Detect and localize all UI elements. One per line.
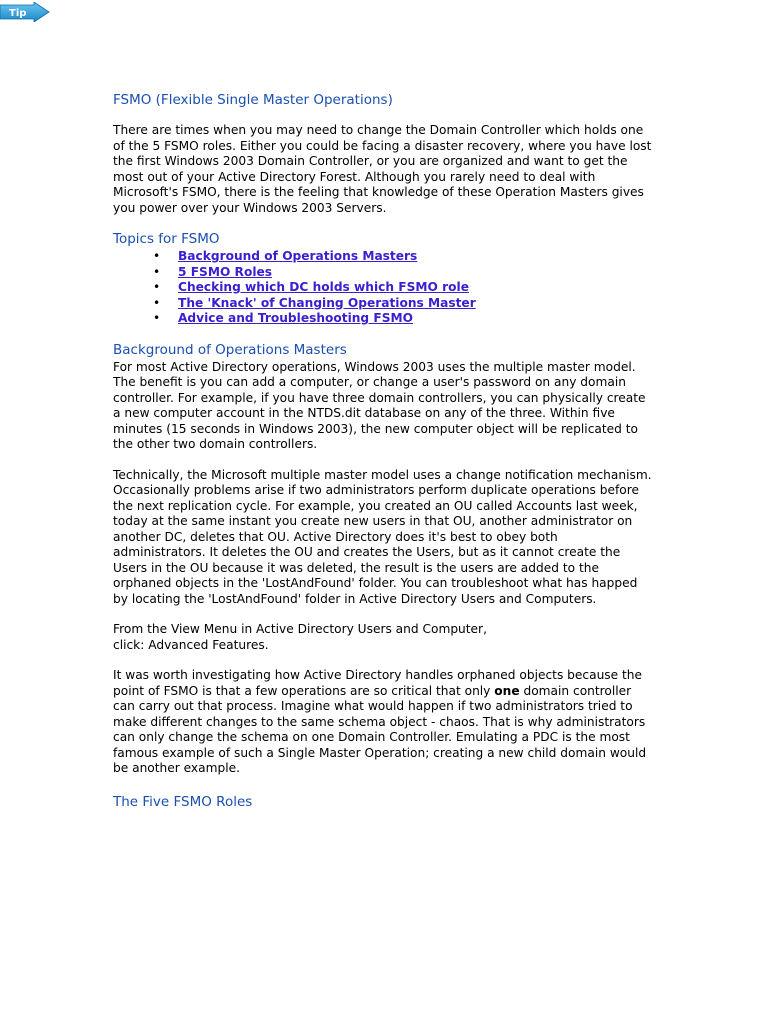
article-content bbox=[113, 90, 653, 812]
list-item bbox=[153, 311, 653, 327]
five-roles-heading: The Five FSMO Roles bbox=[113, 793, 253, 810]
topics-heading: Topics for FSMO bbox=[113, 231, 220, 247]
para4-text-after: domain controller can carry out that process. Imagine what would happen if two administrators tried to make different changes to the same schema object - chaos. That is why administrators can only change the schema on one Domain Controller. Emulating a PDC is the most famous example of such a Single Master Operation; creating a new child domain would be another example. bbox=[113, 683, 647, 775]
topic-link-fsmo-roles[interactable]: 5 FSMO Roles bbox=[178, 264, 273, 279]
list-item bbox=[153, 249, 653, 265]
bullet-icon: • bbox=[153, 295, 161, 310]
topic-link-knack[interactable]: The 'Knack' of Changing Operations Master bbox=[178, 295, 476, 310]
background-paragraph-4 bbox=[113, 668, 653, 777]
topic-link-background[interactable]: Background of Operations Masters bbox=[178, 249, 418, 263]
list-item bbox=[153, 264, 653, 281]
bullet-icon: • bbox=[153, 280, 161, 294]
view-menu-line: From the View Menu in Active Directory Users and Computer, bbox=[113, 622, 487, 636]
background-paragraph-1: For most Active Directory operations, Windows 2003 uses the multiple master model. The benefit is you can add a computer, or change a user's password on any domain controller. For example, if you have three domain controllers, you can physically create a new computer account in the NTDS.dit database on any of the three. Within five minutes (15 seconds in Windows 2003), the new computer object will be replicated to the other two domain controllers. bbox=[113, 359, 646, 451]
background-heading: Background of Operations Masters bbox=[113, 341, 347, 358]
background-paragraph-2: Technically, the Microsoft multiple master model uses a change notification mechanism. Occasionally problems arise if two administrators perform duplicate operations before the next replication cycle. For example, you created an OU called Accounts last week, today at the same instant you create new users in that OU, another administrator on another DC, deletes that OU. Active Directory does it's best to obey both administrators. It deletes the OU and creates the Users, but as it cannot create the Users in the OU because it was deleted, the result is the users are added to the orphaned objects in the 'LostAndFound' folder. You can troubleshoot what has happed by locating the 'LostAndFound' folder in Active Directory Users and Computers. bbox=[113, 467, 652, 606]
advanced-features-line: click: Advanced Features. bbox=[113, 637, 269, 652]
list-item bbox=[153, 280, 653, 296]
bullet-icon: • bbox=[153, 311, 161, 325]
para4-text-before: It was worth investigating how Active Directory handles orphaned objects because the point of FSMO is that a few operations are so critical that only bbox=[113, 668, 643, 698]
intro-paragraph: There are times when you may need to change the Domain Controller which holds one of the 5 FSMO roles. Either you could be facing a disaster recovery, where you have lost the first Windows 2003 Domain Controller, or you are organized and want to get the most out of your Active Directory Forest. Although you rarely need to deal with Microsoft's FSMO, there is the feeling that knowledge of these Operation Masters gives you power over your Windows 2003 Servers. bbox=[113, 123, 652, 215]
tip-badge bbox=[0, 2, 50, 22]
background-paragraph-3 bbox=[113, 622, 653, 653]
list-item bbox=[153, 295, 653, 312]
topic-link-troubleshooting[interactable]: Advice and Troubleshooting FSMO bbox=[178, 311, 413, 325]
para4-bold-word: one bbox=[494, 683, 520, 698]
bullet-icon: • bbox=[153, 249, 161, 263]
tip-arrow-icon bbox=[0, 2, 50, 22]
tip-label: Tip bbox=[9, 8, 27, 19]
bullet-icon: • bbox=[153, 264, 161, 279]
page-title: FSMO (Flexible Single Master Operations) bbox=[113, 92, 393, 108]
topics-list bbox=[113, 249, 653, 327]
topic-link-checking-dc[interactable]: Checking which DC holds which FSMO role bbox=[178, 280, 469, 294]
